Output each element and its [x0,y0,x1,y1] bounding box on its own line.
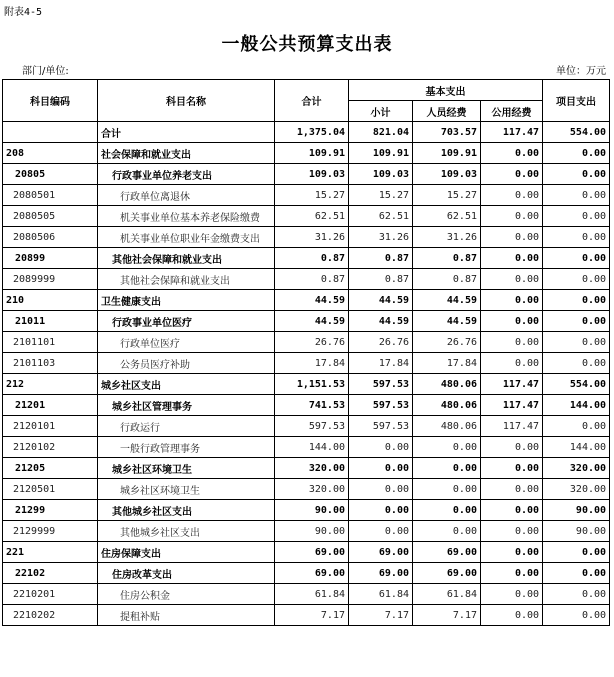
table-row [3,332,610,353]
cell-public: 0.00 [481,311,543,332]
cell-public: 0.00 [481,584,543,605]
header-project: 项目支出 [543,80,610,122]
cell-public: 0.00 [481,605,543,626]
table-row [3,311,610,332]
cell-code: 2080506 [3,227,98,248]
cell-personnel: 109.91 [413,143,481,164]
cell-project: 0.00 [543,185,610,206]
cell-public: 0.00 [481,290,543,311]
cell-subtotal: 0.00 [349,500,413,521]
cell-total: 597.53 [275,416,349,437]
table-row [3,500,610,521]
cell-public: 0.00 [481,248,543,269]
cell-subtotal: 0.87 [349,248,413,269]
cell-project: 0.00 [543,353,610,374]
cell-subtotal: 61.84 [349,584,413,605]
cell-name: 行政事业单位医疗 [98,311,275,332]
cell-subtotal: 597.53 [349,395,413,416]
cell-subtotal: 69.00 [349,563,413,584]
cell-public: 0.00 [481,269,543,290]
cell-total: 26.76 [275,332,349,353]
cell-total: 90.00 [275,521,349,542]
cell-subtotal: 26.76 [349,332,413,353]
cell-code: 208 [3,143,98,164]
cell-personnel: 7.17 [413,605,481,626]
cell-code: 210 [3,290,98,311]
cell-project: 0.00 [543,563,610,584]
cell-total: 17.84 [275,353,349,374]
cell-project: 0.00 [543,227,610,248]
cell-name: 一般行政管理事务 [98,437,275,458]
cell-subtotal: 0.00 [349,479,413,500]
cell-code: 20899 [3,248,98,269]
cell-personnel: 0.87 [413,248,481,269]
cell-project: 0.00 [543,164,610,185]
cell-public: 0.00 [481,542,543,563]
table-row [3,269,610,290]
cell-subtotal: 0.00 [349,458,413,479]
cell-name: 卫生健康支出 [98,290,275,311]
cell-code: 2120101 [3,416,98,437]
cell-code [3,122,98,143]
cell-subtotal: 7.17 [349,605,413,626]
table-row [3,353,610,374]
cell-subtotal: 597.53 [349,416,413,437]
cell-personnel: 26.76 [413,332,481,353]
cell-total: 320.00 [275,479,349,500]
table-row [3,437,610,458]
cell-personnel: 109.03 [413,164,481,185]
cell-subtotal: 109.91 [349,143,413,164]
cell-personnel: 480.06 [413,374,481,395]
table-row [3,521,610,542]
cell-total: 144.00 [275,437,349,458]
table-row [3,185,610,206]
cell-total: 0.87 [275,269,349,290]
cell-code: 2210202 [3,605,98,626]
cell-subtotal: 15.27 [349,185,413,206]
cell-public: 0.00 [481,479,543,500]
cell-personnel: 703.57 [413,122,481,143]
header-basic: 基本支出 [349,80,543,101]
cell-name: 其他城乡社区支出 [98,521,275,542]
unit-label: 单位：万元 [556,66,606,77]
cell-personnel: 480.06 [413,416,481,437]
cell-code: 21011 [3,311,98,332]
cell-personnel: 61.84 [413,584,481,605]
cell-project: 320.00 [543,479,610,500]
cell-subtotal: 0.00 [349,437,413,458]
cell-public: 0.00 [481,458,543,479]
cell-name: 城乡社区管理事务 [98,395,275,416]
table-row [3,563,610,584]
cell-public: 117.47 [481,122,543,143]
cell-total: 90.00 [275,500,349,521]
cell-code: 221 [3,542,98,563]
cell-code: 22102 [3,563,98,584]
cell-project: 554.00 [543,374,610,395]
cell-total: 741.53 [275,395,349,416]
header-total: 合计 [275,80,349,122]
cell-personnel: 480.06 [413,395,481,416]
cell-public: 0.00 [481,164,543,185]
cell-subtotal: 597.53 [349,374,413,395]
cell-subtotal: 44.59 [349,290,413,311]
cell-code: 2129999 [3,521,98,542]
table-row [3,227,610,248]
cell-public: 0.00 [481,332,543,353]
cell-project: 0.00 [543,542,610,563]
cell-total: 1,375.04 [275,122,349,143]
header-public: 公用经费 [481,101,543,122]
header-name: 科目名称 [98,80,275,122]
cell-public: 117.47 [481,374,543,395]
cell-personnel: 0.00 [413,479,481,500]
cell-total: 44.59 [275,311,349,332]
cell-code: 2101103 [3,353,98,374]
header-code: 科目编码 [3,80,98,122]
table-row [3,395,610,416]
cell-public: 0.00 [481,206,543,227]
cell-project: 320.00 [543,458,610,479]
table-row [3,458,610,479]
cell-public: 0.00 [481,500,543,521]
cell-name: 提租补贴 [98,605,275,626]
cell-name: 社会保障和就业支出 [98,143,275,164]
cell-code: 2080505 [3,206,98,227]
cell-project: 554.00 [543,122,610,143]
cell-personnel: 17.84 [413,353,481,374]
cell-name: 城乡社区支出 [98,374,275,395]
cell-personnel: 0.00 [413,500,481,521]
cell-code: 21201 [3,395,98,416]
table-row [3,248,610,269]
cell-total: 320.00 [275,458,349,479]
cell-total: 69.00 [275,563,349,584]
cell-personnel: 0.00 [413,521,481,542]
cell-project: 0.00 [543,269,610,290]
cell-public: 0.00 [481,521,543,542]
table-row [3,374,610,395]
cell-total: 1,151.53 [275,374,349,395]
table-row [3,479,610,500]
cell-subtotal: 17.84 [349,353,413,374]
cell-code: 20805 [3,164,98,185]
header-personnel: 人员经费 [413,101,481,122]
cell-name: 住房保障支出 [98,542,275,563]
budget-table [2,79,610,626]
cell-total: 7.17 [275,605,349,626]
table-row [3,143,610,164]
cell-name: 行政单位医疗 [98,332,275,353]
cell-personnel: 69.00 [413,563,481,584]
cell-total: 69.00 [275,542,349,563]
cell-project: 0.00 [543,311,610,332]
table-body [3,122,610,626]
cell-name: 其他城乡社区支出 [98,500,275,521]
cell-code: 2120501 [3,479,98,500]
cell-project: 0.00 [543,248,610,269]
cell-name: 行政事业单位养老支出 [98,164,275,185]
cell-name: 城乡社区环境卫生 [98,479,275,500]
cell-personnel: 31.26 [413,227,481,248]
cell-code: 21299 [3,500,98,521]
cell-name: 行政单位离退休 [98,185,275,206]
cell-project: 0.00 [543,290,610,311]
cell-name: 住房改革支出 [98,563,275,584]
cell-public: 0.00 [481,227,543,248]
cell-subtotal: 44.59 [349,311,413,332]
cell-total: 109.03 [275,164,349,185]
table-row [3,542,610,563]
table-row [3,164,610,185]
cell-name: 住房公积金 [98,584,275,605]
cell-personnel: 15.27 [413,185,481,206]
cell-public: 0.00 [481,353,543,374]
cell-personnel: 44.59 [413,290,481,311]
department-label: 部门/单位: [22,66,69,77]
cell-name: 行政运行 [98,416,275,437]
cell-total: 0.87 [275,248,349,269]
table-row [3,584,610,605]
cell-project: 0.00 [543,143,610,164]
cell-name: 机关事业单位基本养老保险缴费 [98,206,275,227]
cell-code: 21205 [3,458,98,479]
cell-subtotal: 109.03 [349,164,413,185]
cell-public: 0.00 [481,437,543,458]
cell-name: 公务员医疗补助 [98,353,275,374]
cell-code: 2080501 [3,185,98,206]
cell-project: 0.00 [543,206,610,227]
cell-personnel: 0.00 [413,458,481,479]
cell-total: 109.91 [275,143,349,164]
attachment-label: 附表4-5 [4,7,43,18]
cell-project: 144.00 [543,437,610,458]
cell-name: 其他社会保障和就业支出 [98,248,275,269]
cell-project: 0.00 [543,605,610,626]
cell-public: 0.00 [481,563,543,584]
table-row [3,122,610,143]
cell-total: 62.51 [275,206,349,227]
cell-code: 212 [3,374,98,395]
cell-project: 0.00 [543,332,610,353]
cell-name: 其他社会保障和就业支出 [98,269,275,290]
cell-public: 0.00 [481,143,543,164]
page-title: 一般公共预算支出表 [221,34,393,55]
table-row [3,206,610,227]
cell-project: 144.00 [543,395,610,416]
table-row [3,605,610,626]
cell-total: 61.84 [275,584,349,605]
cell-project: 90.00 [543,521,610,542]
cell-public: 117.47 [481,395,543,416]
cell-project: 0.00 [543,584,610,605]
cell-total: 15.27 [275,185,349,206]
cell-project: 0.00 [543,416,610,437]
cell-subtotal: 0.00 [349,521,413,542]
cell-subtotal: 62.51 [349,206,413,227]
cell-code: 2120102 [3,437,98,458]
cell-name: 城乡社区环境卫生 [98,458,275,479]
table-row [3,416,610,437]
cell-subtotal: 31.26 [349,227,413,248]
cell-personnel: 44.59 [413,311,481,332]
cell-name: 机关事业单位职业年金缴费支出 [98,227,275,248]
cell-personnel: 69.00 [413,542,481,563]
table-row [3,290,610,311]
cell-code: 2101101 [3,332,98,353]
cell-public: 117.47 [481,416,543,437]
cell-subtotal: 0.87 [349,269,413,290]
cell-public: 0.00 [481,185,543,206]
cell-project: 90.00 [543,500,610,521]
cell-subtotal: 69.00 [349,542,413,563]
cell-name: 合计 [98,122,275,143]
cell-personnel: 62.51 [413,206,481,227]
cell-subtotal: 821.04 [349,122,413,143]
cell-code: 2210201 [3,584,98,605]
cell-personnel: 0.87 [413,269,481,290]
cell-code: 2089999 [3,269,98,290]
header-subtotal: 小计 [349,101,413,122]
cell-total: 31.26 [275,227,349,248]
cell-personnel: 0.00 [413,437,481,458]
cell-total: 44.59 [275,290,349,311]
